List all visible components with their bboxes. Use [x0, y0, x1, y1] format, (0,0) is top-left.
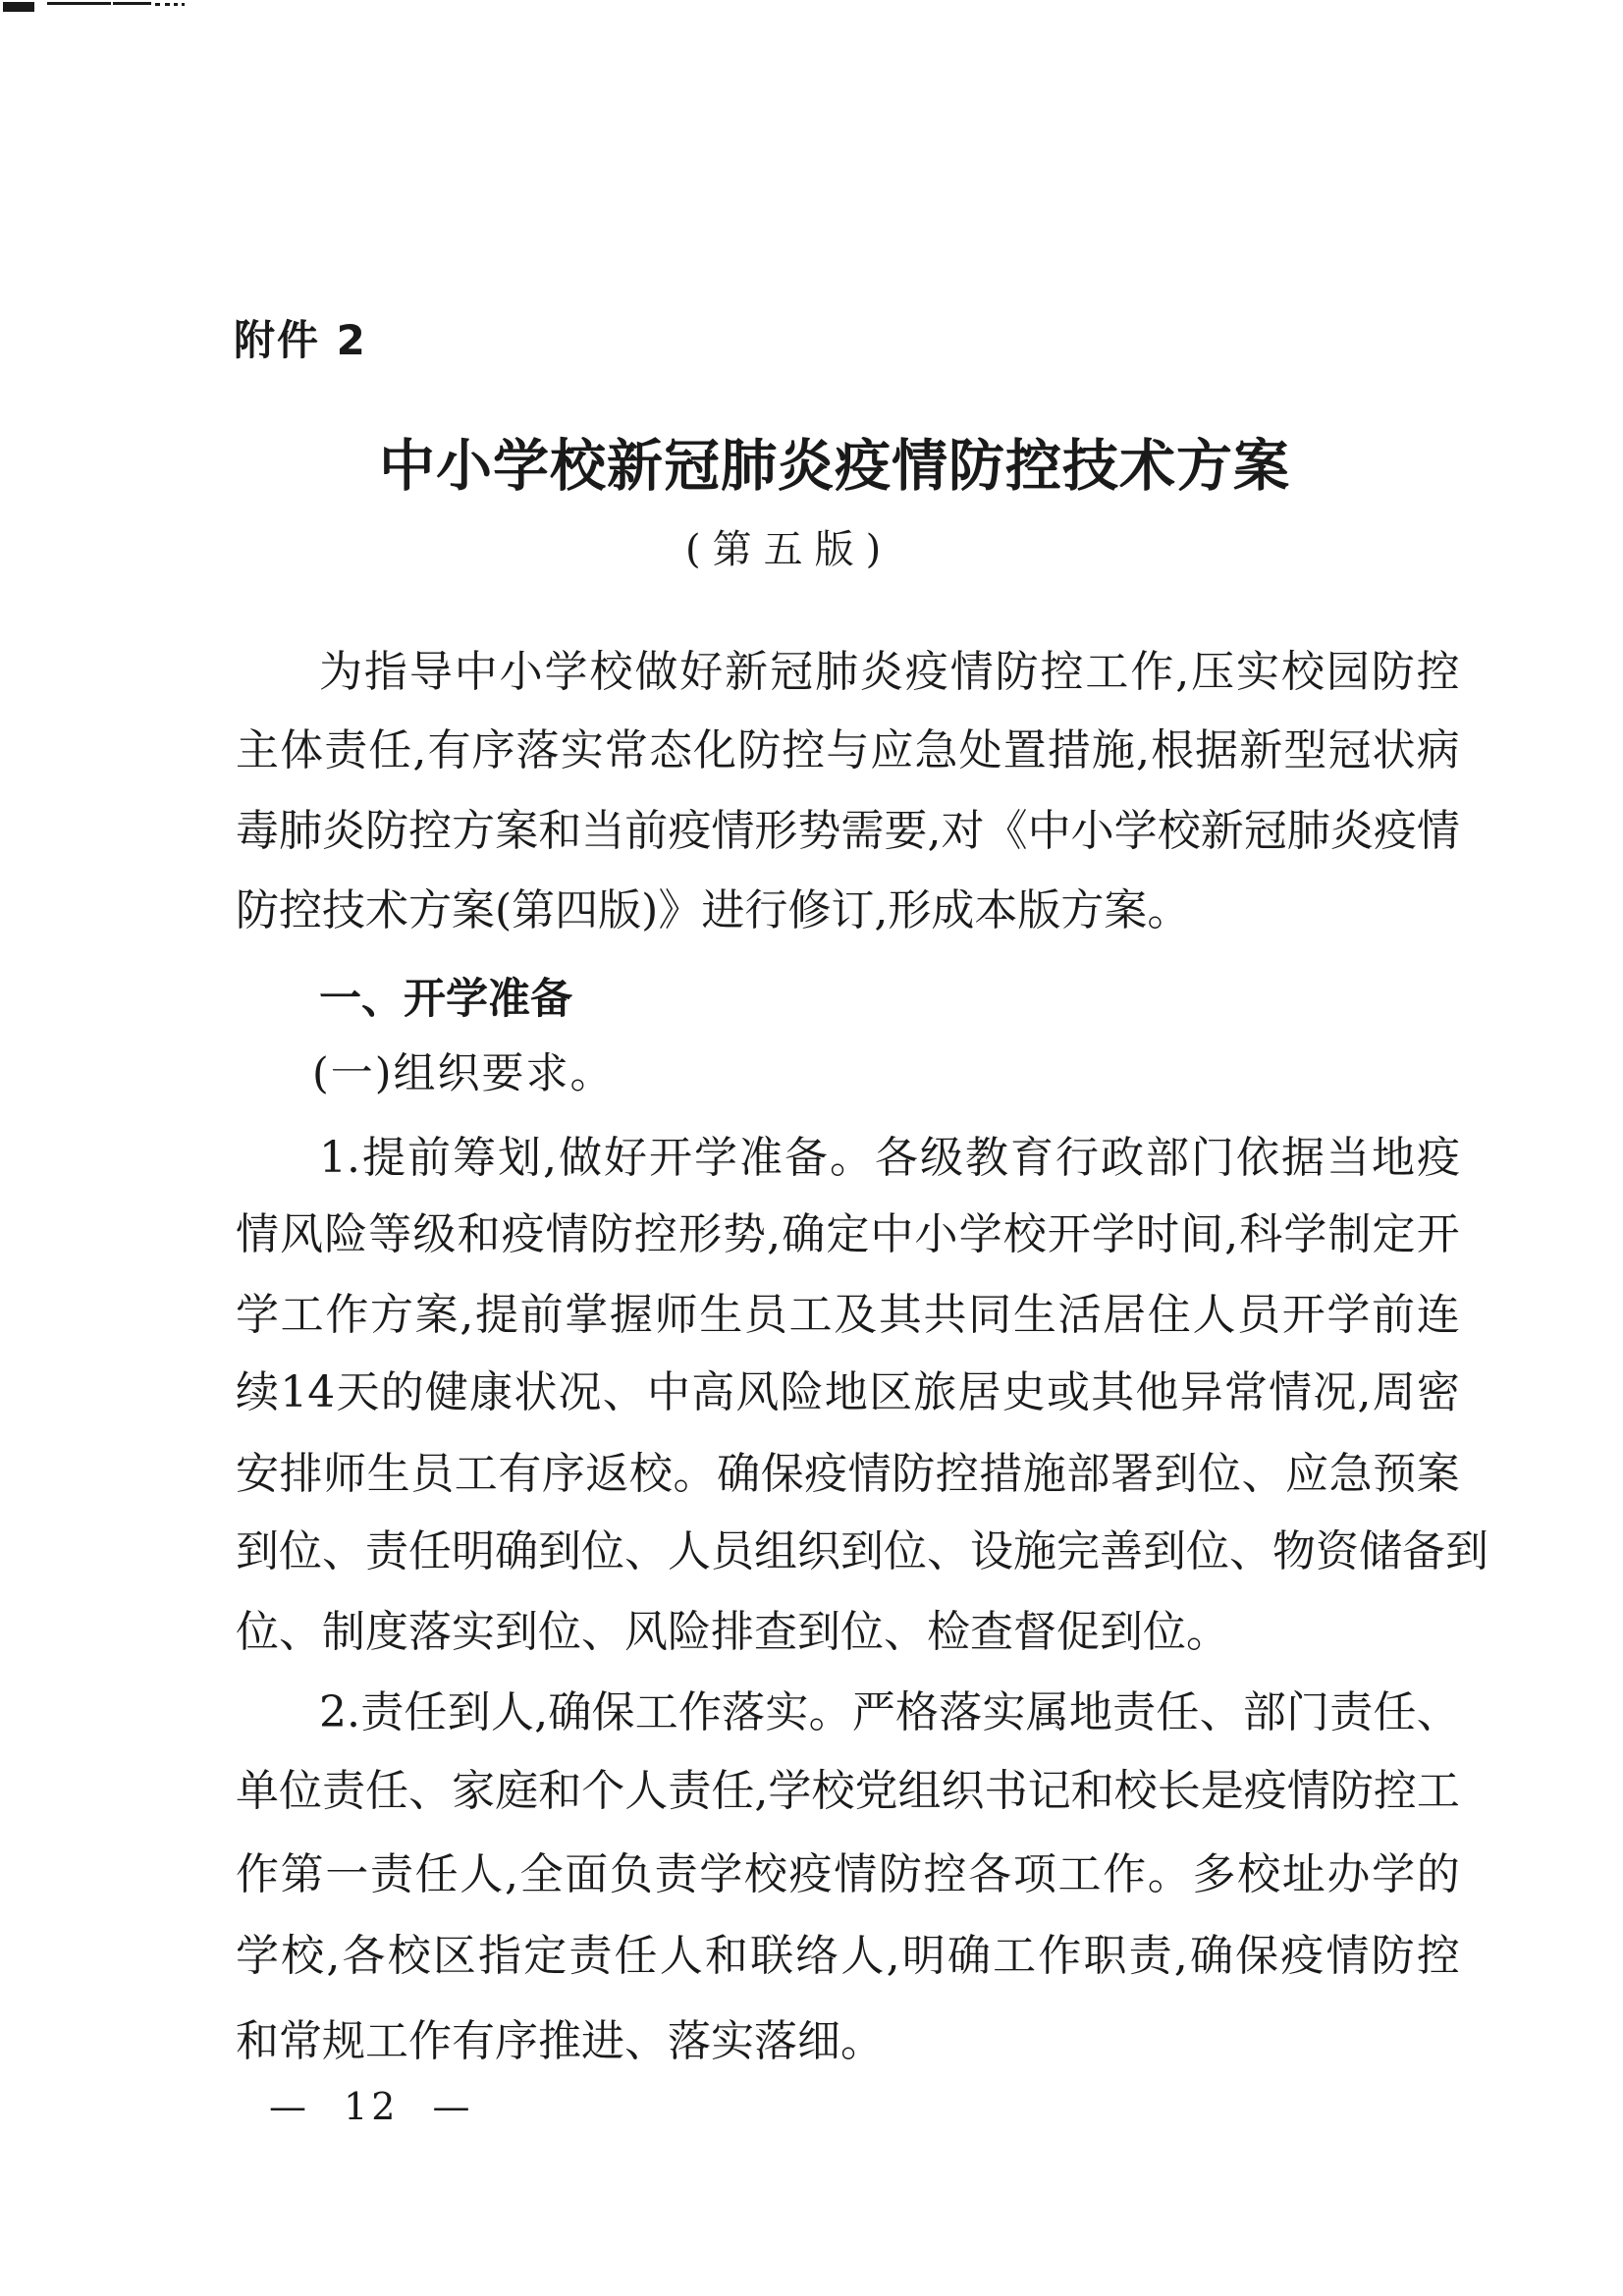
- text-line: 单 位 责 任 、 家 庭 和 个 人 责 任 , 学 校 党 组 织 书 记 和 校 长 是 疫 情 防 控 工: [236, 1766, 1460, 1816]
- text-line: 位、制度落实到位、风险排查到位、检查督促到位。: [236, 1607, 1229, 1657]
- text-line: 2. 责 任 到 人 , 确 保 工 作 落 实 。 严 格 落 实 属 地 责 任 、 部 门 责 任 、: [319, 1687, 1460, 1737]
- text-line: 1. 提 前 筹 划 , 做 好 开 学 准 备 。 各 级 教 育 行 政 部 门 依 据 当 地 疫: [319, 1133, 1460, 1183]
- text-line: 续 14 天 的 健 康 状 况 、 中 高 风 险 地 区 旅 居 史 或 其 他 异 常 情 况 , 周 密: [236, 1367, 1460, 1417]
- scan-artifact: [155, 3, 160, 6]
- text-line: 学 校 , 各 校 区 指 定 责 任 人 和 联 络 人 , 明 确 工 作 职 责 , 确 保 疫 情 防 控: [236, 1931, 1460, 1981]
- page-number: — 12 —: [269, 2085, 474, 2128]
- scan-artifact: [182, 3, 185, 6]
- text-line: 毒 肺 炎 防 控 方 案 和 当 前 疫 情 形 势 需 要 , 对 《 中 小 学 校 新 冠 肺 炎 疫 情: [236, 806, 1460, 856]
- scan-artifact: [3, 2, 34, 12]
- scan-artifact: [113, 2, 151, 5]
- scan-artifact: [165, 3, 170, 6]
- document-title: 中小学校新冠肺炎疫情防控技术方案: [379, 434, 1290, 499]
- text-line: 情 风 险 等 级 和 疫 情 防 控 形 势 , 确 定 中 小 学 校 开 学 时 间 , 科 学 制 定 开: [236, 1209, 1460, 1259]
- text-line: 学 工 作 方 案 , 提 前 掌 握 师 生 员 工 及 其 共 同 生 活 居 住 人 员 开 学 前 连: [236, 1290, 1460, 1340]
- document-edition: (第五版): [685, 527, 893, 572]
- text-line: 为 指 导 中 小 学 校 做 好 新 冠 肺 炎 疫 情 防 控 工 作 , 压 实 校 园 防 控: [319, 647, 1460, 697]
- subsection-heading: (一)组织要求。: [312, 1049, 615, 1098]
- text-line: 安 排 师 生 员 工 有 序 返 校 。 确 保 疫 情 防 控 措 施 部 署 到 位 、 应 急 预 案: [236, 1449, 1460, 1499]
- text-line: 主 体 责 任 , 有 序 落 实 常 态 化 防 控 与 应 急 处 置 措 施 , 根 据 新 型 冠 状 病: [236, 725, 1460, 775]
- attachment-label: 附件 2: [234, 316, 367, 364]
- scan-artifact: [47, 2, 111, 5]
- text-line: 到 位 、 责 任 明 确 到 位 、 人 员 组 织 到 位 、 设 施 完 善 到 位 、 物 资 储 备 到: [236, 1526, 1488, 1576]
- scan-artifact: [174, 3, 178, 6]
- text-line: 作 第 一 责 任 人 , 全 面 负 责 学 校 疫 情 防 控 各 项 工 作 。 多 校 址 办 学 的: [236, 1849, 1460, 1899]
- text-line: 防控技术方案(第四版)》进行修订,形成本版方案。: [236, 885, 1191, 935]
- section-heading: 一、开学准备: [319, 975, 572, 1024]
- text-line: 和常规工作有序推进、落实落细。: [236, 2016, 884, 2066]
